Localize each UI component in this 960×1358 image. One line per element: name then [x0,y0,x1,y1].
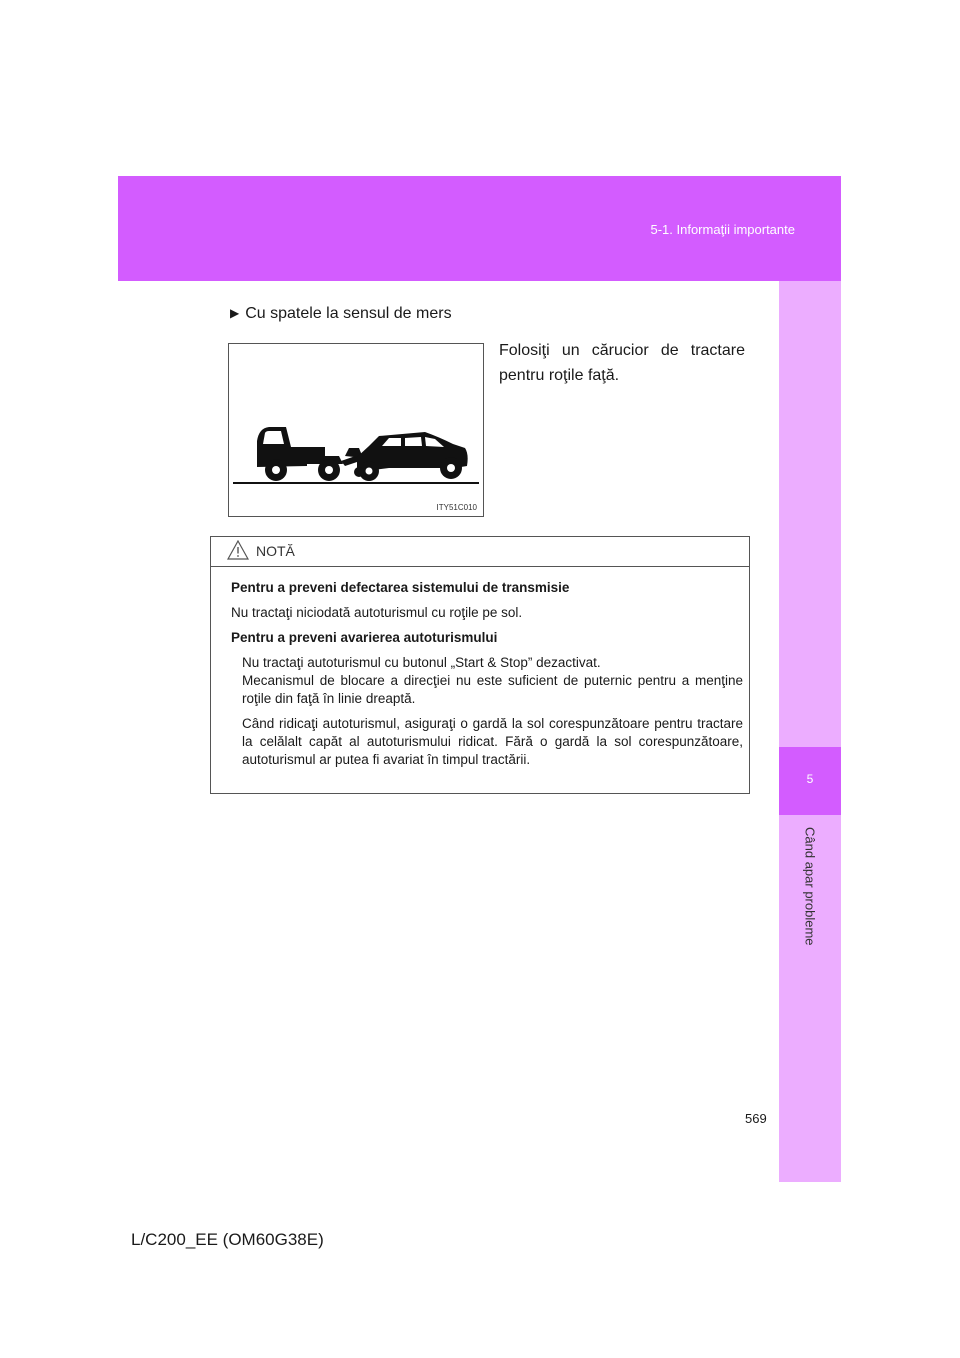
note-text-no-towing: Nu tractaţi niciodată autoturismul cu roţile pe sol. [231,605,523,620]
side-tab-upper [779,281,841,747]
side-tab-lower [779,815,841,1182]
note-heading-vehicle-damage: Pentru a preveni avarierea autoturismului [231,630,498,645]
note-item-start-stop: Nu tractaţi autoturismul cu butonul „Start & Stop” dezactivat. [242,655,601,670]
side-paragraph: Folosiţi un cărucior de tractare pentru roţile faţă. [499,342,745,384]
note-heading-transmission: Pentru a preveni defectarea sistemului de transmisie [231,580,570,595]
note-header [211,537,749,567]
play-arrow-icon: ▶ [230,306,240,320]
chapter-number: 5 [806,772,814,786]
note-body [231,579,743,776]
side-tab-chapter [779,747,841,815]
note-title: NOTĂ [256,543,295,559]
note-item-ground-clearance: Când ridicaţi autoturismul, asiguraţi o gardă la sol corespunzătoare pentru tractare la celălalt capăt al autoturismului ridicat. Fără o gardă la sol corespunzătoare, autoturismul ar putea fi avariat în timpul tractării. [242,716,743,767]
towing-illustration [228,343,484,517]
bullet-heading [230,305,452,323]
bullet-heading-text: Cu spatele la sensul de mers [245,305,452,322]
note-box [210,536,750,794]
document-code: L/C200_EE (OM60G38E) [131,1230,324,1249]
header-band [118,176,841,281]
chapter-title: Când apar probleme [802,827,818,946]
section-title: 5-1. Informaţii importante [650,222,795,237]
note-item-steering-lock: Mecanismul de blocare a direcţiei nu este suficient de puternic pentru a menţine roţile din faţă în linie dreaptă. [242,673,743,706]
page-number: 569 [745,1111,767,1126]
tow-truck-dolly-illustration [229,344,483,516]
figure-code: ITY51C010 [436,503,477,512]
warning-triangle-icon [227,540,249,560]
